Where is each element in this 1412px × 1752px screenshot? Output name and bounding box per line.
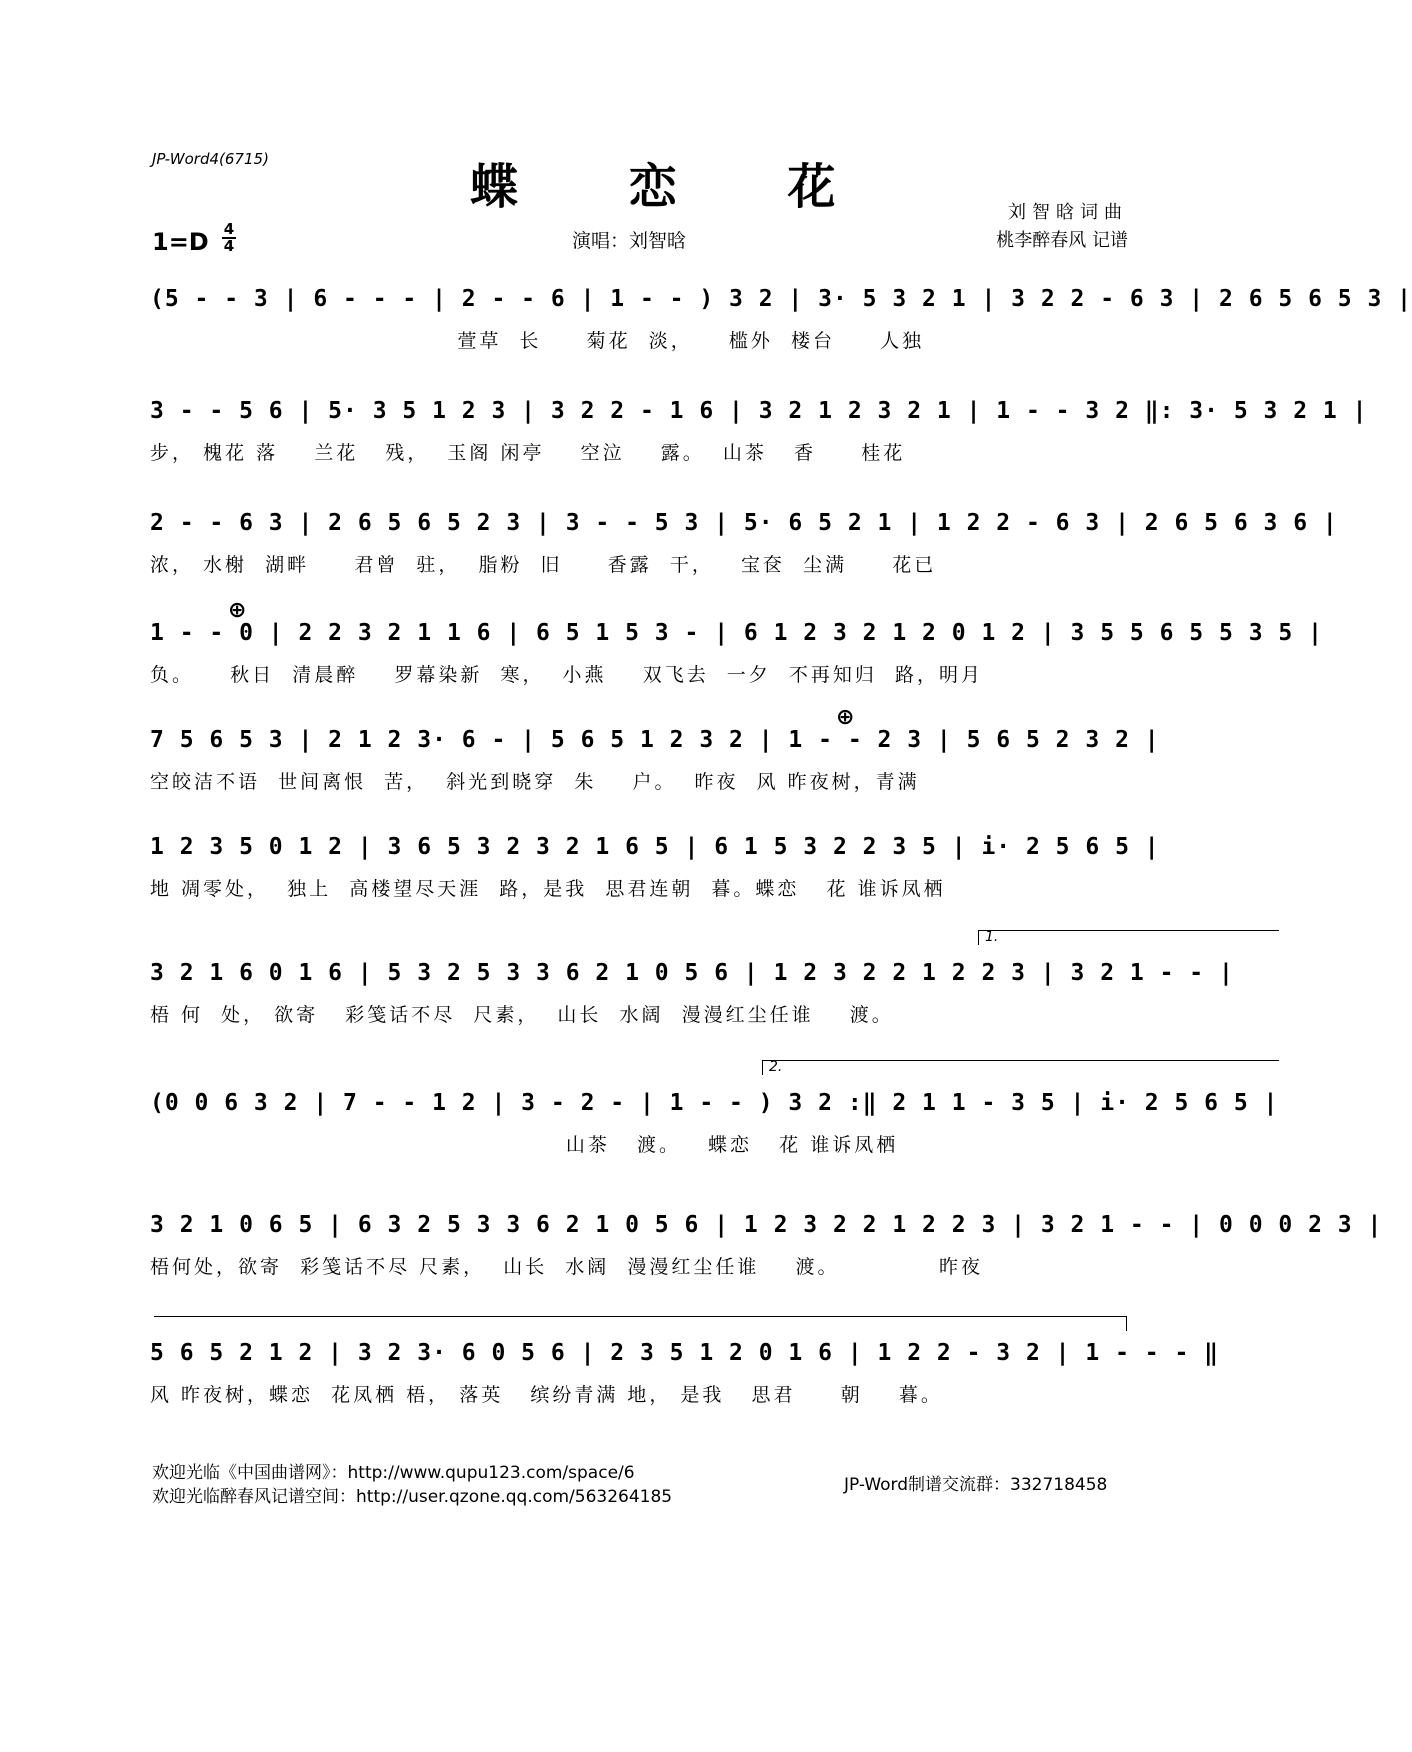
key-signature: 1=D <box>152 228 209 256</box>
first-ending-label: 1. <box>985 929 999 945</box>
second-ending-label: 2. <box>769 1059 783 1075</box>
time-signature-bottom: 4 <box>223 237 235 255</box>
lyric-line: 地 凋零处， 独上 高楼望尽天涯 路，是我 思君连朝 暮。蝶恋 花 谁诉凤栖 <box>150 878 946 900</box>
phrase-bracket <box>154 1316 1127 1331</box>
software-label: JP-Word4(6715) <box>152 150 269 168</box>
footer-link-qupu[interactable]: 欢迎光临《中国曲谱网》：http://www.qupu123.com/space/6 <box>152 1463 635 1483</box>
notation-line: 5 6 5 2 1 2 | 3 2 3· 6 0 5 6 | 2 3 5 1 2 0 1 6 | 1 2 2 - 3 2 | 1 - - - ‖ <box>150 1340 1219 1366</box>
lyric-line: 浓， 水榭 湖畔 君曾 驻， 脂粉 旧 香露 干， 宝奁 尘满 花已 <box>150 554 937 576</box>
notation-line: 3 2 1 0 6 5 | 6 3 2 5 3 3 6 2 1 0 5 6 | 1 2 3 2 2 1 2 2 3 | 3 2 1 - - | 0 0 0 2 3 | <box>150 1212 1383 1238</box>
time-signature <box>222 222 236 254</box>
singer-credit: 演唱：刘智晗 <box>572 230 687 252</box>
notation-line: (0 0 6 3 2 | 7 - - 1 2 | 3 - 2 - | 1 - - ) 3 2 :‖ 2 1 1 - 3 5 | i· 2 5 6 5 | <box>150 1090 1279 1116</box>
lyric-line: 空皎洁不语 世间离恨 苦， 斜光到晓穿 朱 户。 昨夜 风 昨夜树，青满 <box>150 771 920 793</box>
transcriber-credit: 桃李醉春风 记谱 <box>996 230 1128 251</box>
song-title <box>470 148 927 217</box>
notation-line: 3 - - 5 6 | 5· 3 5 1 2 3 | 3 2 2 - 1 6 | 3 2 1 2 3 2 1 | 1 - - 3 2 ‖: 3· 5 3 2 1 | <box>150 398 1368 424</box>
second-ending-bracket <box>762 1060 1279 1075</box>
lyric-line: 梧何处，欲寄 彩笺话不尽 尺素， 山长 水阔 漫漫红尘任谁 渡。 昨夜 <box>150 1256 983 1278</box>
footer-link-qzone[interactable]: 欢迎光临醉春风记谱空间：http://user.qzone.qq.com/563264185 <box>152 1487 673 1507</box>
title-char-1: 蝶 <box>470 159 521 215</box>
title-char-3: 花 <box>787 159 838 215</box>
lyric-line: 负。 秋日 清晨醉 罗幕染新 寒， 小燕 双飞去 一夕 不再知归 路，明月 <box>150 664 983 686</box>
lyric-line: 萱草 长 菊花 淡， 槛外 楼台 人独 <box>150 330 925 352</box>
notation-line: 2 - - 6 3 | 2 6 5 6 5 2 3 | 3 - - 5 3 | 5· 6 5 2 1 | 1 2 2 - 6 3 | 2 6 5 6 3 6 | <box>150 510 1338 536</box>
first-ending-bracket <box>978 930 1279 945</box>
time-signature-top: 4 <box>223 220 235 238</box>
notation-line: (5 - - 3 | 6 - - - | 2 - - 6 | 1 - - ) 3 2 | 3· 5 3 2 1 | 3 2 2 - 6 3 | 2 6 5 6 5 3 | <box>150 286 1412 312</box>
lyric-line: 山茶 渡。 蝶恋 花 谁诉凤栖 <box>150 1134 899 1156</box>
notation-line: 3 2 1 6 0 1 6 | 5 3 2 5 3 3 6 2 1 0 5 6 | 1 2 3 2 2 1 2 2 3 | 3 2 1 - - | <box>150 960 1234 986</box>
notation-line: 7 5 6 5 3 | 2 1 2 3· 6 - | 5 6 5 1 2 3 2 | 1 - - 2 3 | 5 6 5 2 3 2 | <box>150 727 1160 753</box>
lyric-line: 风 昨夜树，蝶恋 花凤栖 梧， 落英 缤纷青满 地， 是我 思君 朝 暮。 <box>150 1384 943 1406</box>
title-char-2: 恋 <box>628 159 679 215</box>
composer-credit: 刘智晗词曲 <box>1008 202 1128 223</box>
notation-line: 1 2 3 5 0 1 2 | 3 6 5 3 2 3 2 1 6 5 | 6 1 5 3 2 2 3 5 | i· 2 5 6 5 | <box>150 834 1160 860</box>
notation-line: 1 - - 0 | 2 2 3 2 1 1 6 | 6 5 1 5 3 - | 6 1 2 3 2 1 2 0 1 2 | 3 5 5 6 5 5 3 5 | <box>150 620 1323 646</box>
lyric-line: 步， 槐花 落 兰花 残， 玉阁 闲亭 空泣 露。 山茶 香 桂花 <box>150 442 906 464</box>
coda-sign-icon: ⊕ <box>228 598 247 623</box>
lyric-line: 梧 何 处， 欲寄 彩笺话不尽 尺素， 山长 水阔 漫漫红尘任谁 渡。 <box>150 1004 894 1026</box>
coda-sign-icon: ⊕ <box>836 705 855 730</box>
footer-group-info: JP-Word制谱交流群：332718458 <box>844 1475 1108 1495</box>
